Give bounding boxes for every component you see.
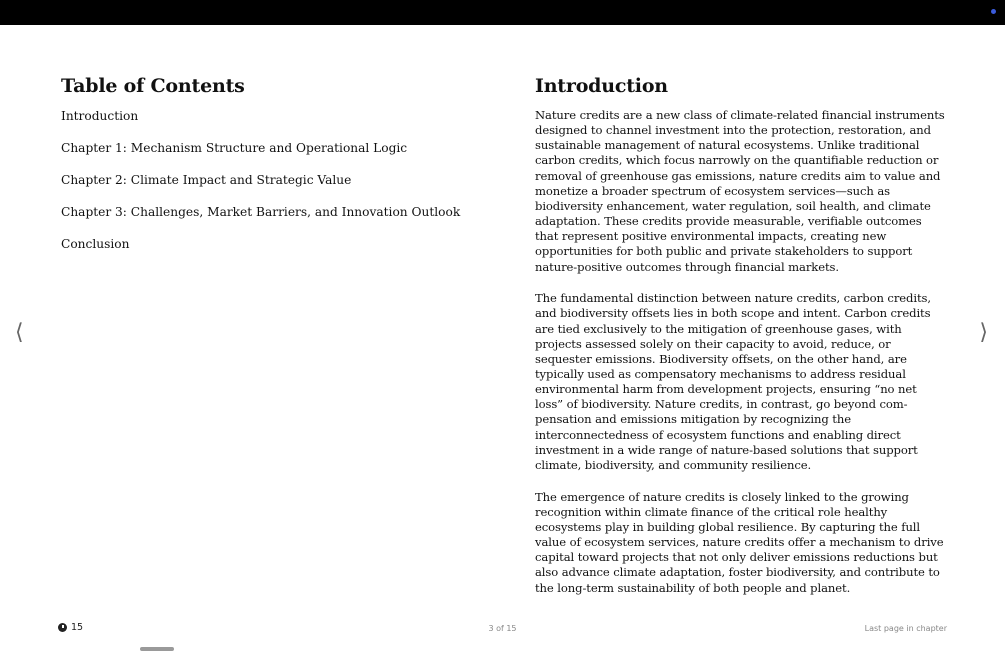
top-status-bar [0, 0, 1005, 25]
toc-item-introduction[interactable]: Introduction [61, 109, 139, 123]
toc-item-chapter-1[interactable]: Chapter 1: Mechanism Structure and Operational Logic [61, 141, 408, 155]
previous-page-button[interactable]: ⟨ [15, 320, 24, 345]
toc-item-chapter-3[interactable]: Chapter 3: Challenges, Market Barriers, and Innovation Outlook [61, 205, 461, 219]
page-indicator: 3 of 15 [488, 624, 517, 633]
chapter-title: Introduction [535, 75, 668, 97]
status-indicator-dot [991, 9, 996, 14]
next-page-button[interactable]: ⟩ [979, 320, 988, 345]
chapter-paragraph: The emergence of nature credits is closely linked to the growing recognition within climate finance of the critical role healthy ecosystems play in building global resilience. By capturing the full value of ecosystem services, nature credits offer a mechanism to drive capital toward projects that not only deliver emissions reductions but also advance climate adaptation, foster biodiversity, and contribute to the long-term sustainability of both people and planet. [535, 489, 944, 595]
chapter-status: Last page in chapter [864, 624, 947, 633]
toc-item-conclusion[interactable]: Conclusion [61, 237, 130, 251]
book-spread [0, 25, 1005, 654]
page-scrubber-handle[interactable] [140, 647, 174, 651]
table-of-contents [61, 75, 481, 268]
time-left-value: 15 [71, 622, 84, 633]
chapter-paragraph: The fundamental distinction between nature credits, carbon credits, and biodiversity offsets lies in both scope and intent. Carbon credits are tied exclusively to the mitigation of greenhouse gases, with projects assessed solely on their capacity to avoid, reduce, or sequester emissions. Biodiversity offsets, on the other hand, are typically used as compensatory mechanisms to address residual environmental harm from development projects, ensuring “no net loss” of biodiversity. Nature credits, in contrast, go beyond compensation and emissions mitigation by recognizing the interconnectedness of ecosystem functions and enabling direct investment in a wide range of nature-based solutions that support climate, biodiversity, and community resilience. [535, 291, 931, 472]
toc-item-chapter-2[interactable]: Chapter 2: Climate Impact and Strategic Value [61, 173, 352, 187]
chapter-paragraph: Nature credits are a new class of climate-related financial instruments designed to channel investment into the protection, restoration, and sustainable management of natural ecosystems. Unlike traditional carbon credits, which focus narrowly on the quantifiable reduction or removal of greenhouse gas emissions, nature credits aim to value and monetize a broader spectrum of ecosystem services—such as biodiversity enhancement, water regulation, soil health, and climate adaptation. These credits provide measurable, verifiable outcomes that represent positive environmental impacts, creating new opportunities for both public and private stakeholders to support nature-positive outcomes through financial markets. [535, 108, 945, 274]
chapter-page [535, 75, 947, 612]
toc-title: Table of Contents [61, 75, 245, 97]
